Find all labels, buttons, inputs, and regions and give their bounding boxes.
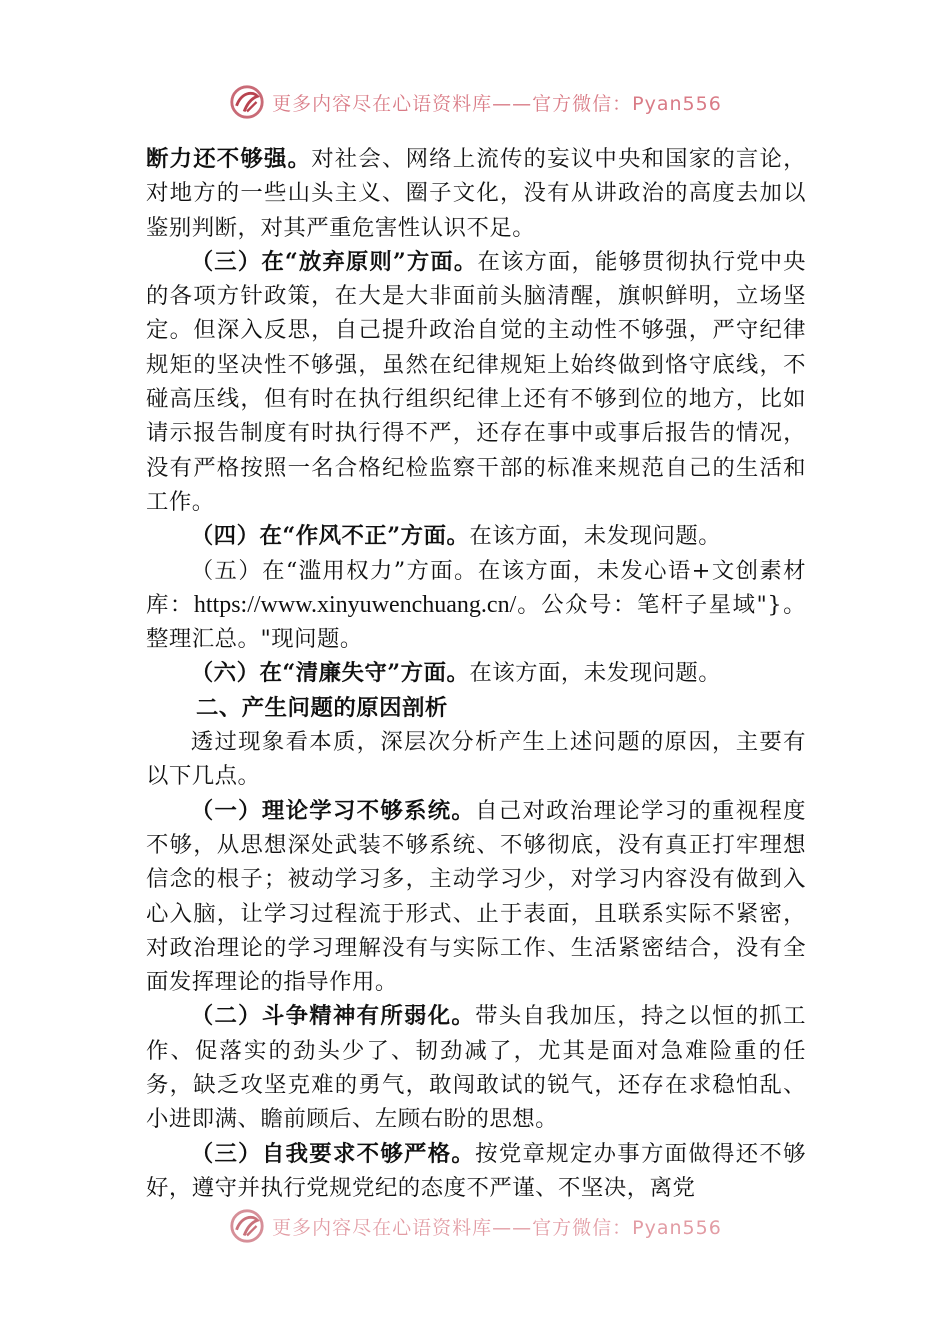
paragraph-body: 自己对政治理论学习的重视程度不够，从思想深处武装不够系统、不够彻底，没有真正打牢理想信念的根子；被动学习多，主动学习少，对学习内容没有做到入心入脑，让学习过程流于形式、止于表面，且联系实际不紧密，对政治理论的学习理解没有与实际工作、生活紧密结合，没有全面发挥理论的指导作用。 — [146, 797, 807, 996]
paragraph-cause-1 — [146, 794, 806, 1000]
paragraph-lead: 断力还不够强。 — [146, 146, 312, 172]
paragraph-power — [146, 554, 806, 657]
xinyu-logo-icon — [228, 1207, 266, 1245]
paragraph-lead: （三）在“放弃原则”方面。 — [190, 248, 478, 275]
xinyu-logo-icon — [228, 83, 266, 121]
paragraph-continuation — [146, 142, 806, 245]
paragraph-body: 在该方面，能够贯彻执行党中央的各项方针政策，在大是大非面前头脑清醒，旗帜鲜明，立场坚定。但深入反思，自己提升政治自觉的主动性不够强，严守纪律规矩的坚决性不够强，虽然在纪律规矩上始终做到恪守底线，不碰高压线，但有时在执行组织纪律上还有不够到位的地方，比如请示报告制度有时执行得不严，还存在事中或事后报告的情况，没有严格按照一名合格纪检监察干部的标准来规范自己的生活和工作。 — [146, 248, 806, 515]
paragraph-body: 在该方面，未发现问题。 — [469, 660, 722, 687]
paragraph-lead: （四）在“作风不正”方面。 — [190, 523, 470, 550]
paragraph-body: 带头自我加压，持之以恒的抓工作、促落实的劲头少了、韧劲减了，尤其是面对急难险重的任务，缺乏攻坚克难的勇气，敢闯敢试的锐气，还存在求稳怕乱、小进即满、瞻前顾后、左顾右盼的思想。 — [146, 1003, 807, 1133]
paragraph-body: 对社会、网络上流传的妄议中央和国家的言论，对地方的一些山头主义、圈子文化，没有从讲政治的高度去加以鉴别判断，对其严重危害性认识不足。 — [146, 146, 807, 241]
paragraph-body: （五）在“滥用权力”方面。在该方面，未发心语+文创素材库： — [146, 557, 806, 618]
paragraph-style — [146, 519, 806, 553]
section-heading: 二、产生问题的原因剖析 — [196, 694, 448, 721]
paragraph-lead: （二）斗争精神有所弱化。 — [190, 1003, 476, 1030]
inline-url: https://www.xinyuwenchuang.cn/ — [193, 591, 517, 618]
paragraph-lead: （六）在“清廉失守”方面。 — [190, 660, 470, 687]
paragraph-cause-2 — [146, 999, 806, 1136]
paragraph-body: 按党章规定办事方面做得还不够好，遵守并执行党规党纪的态度不严谨、不坚决，离党 — [146, 1140, 807, 1201]
watermark-text-bottom: 更多内容尽在心语资料库——官方微信：Pyan556 — [272, 1216, 722, 1239]
watermark-banner-bottom — [0, 1206, 950, 1246]
paragraph-intro: 透过现象看本质，深层次分析产生上述问题的原因，主要有以下几点。 — [146, 729, 806, 790]
watermark-banner-top — [0, 82, 950, 122]
paragraph-body: 在该方面，未发现问题。 — [469, 523, 722, 550]
paragraph-principle — [146, 245, 806, 519]
paragraph-integrity — [146, 656, 806, 690]
paragraph-cause-3 — [146, 1137, 806, 1206]
paragraph-body: 。公众号：笔杆子星域"}。整理汇总。"现问题。 — [146, 591, 807, 653]
document-body — [146, 142, 806, 1205]
paragraph-lead: （一）理论学习不够系统。 — [190, 797, 476, 824]
paragraph-lead: （三）自我要求不够严格。 — [190, 1140, 476, 1167]
watermark-text-top: 更多内容尽在心语资料库——官方微信：Pyan556 — [272, 92, 722, 115]
